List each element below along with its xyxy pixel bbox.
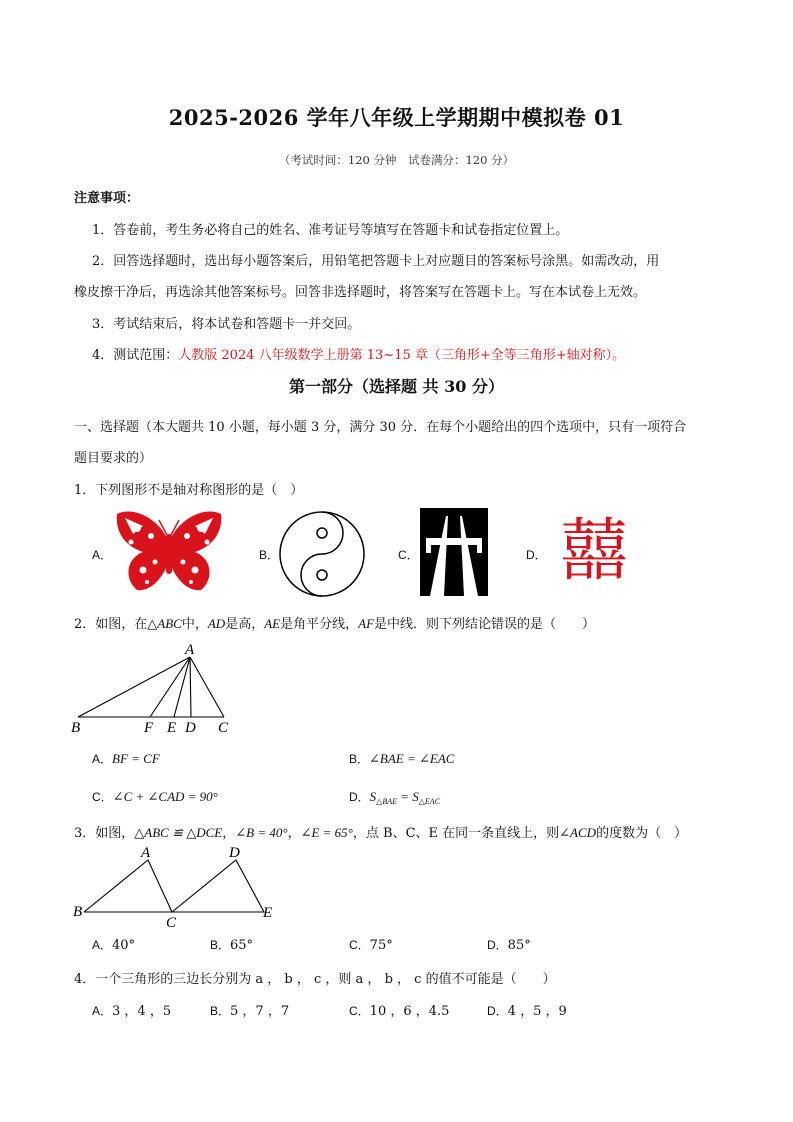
q4-option-b-label: B． (210, 1004, 231, 1018)
q2-label-b: B (71, 720, 81, 736)
q3-angle-acd: ∠ACD (559, 825, 597, 840)
q2-option-d-s1: S (369, 789, 377, 804)
q3-stem-part: ， (222, 826, 236, 841)
q3-label-a: A (141, 845, 151, 861)
q4-option-c-label: C． (349, 1004, 370, 1018)
q2-option-c-text: ∠C + ∠CAD = 90° (112, 789, 218, 804)
q2-segment-ad: AD (207, 616, 226, 631)
q3-option-c-text: 75° (369, 938, 393, 953)
q3-option-d-text: 85° (507, 938, 531, 953)
notice-item-1: 1．答卷前，考生务必将自己的姓名、准考证号等填写在答题卡和试卷指定位置上。 (92, 223, 569, 238)
yin-yang-icon (278, 510, 366, 598)
q3-triangle-dce (172, 860, 264, 912)
q2-option-c-label: C． (92, 790, 113, 804)
part1-title: 第一部分（选择题 共 30 分） (289, 377, 504, 396)
q3-option-d (487, 936, 531, 953)
scope-label: 4．测试范围： (92, 348, 179, 363)
q4-option-d-text: 4 ，5 ，9 (507, 1004, 567, 1019)
q4-stem: 4．一个三角形的三边长分别为 a ， b ， c ，则 a ， b ， c 的值不可能是（ ） (74, 972, 556, 987)
butterfly-papercut-icon (113, 508, 225, 594)
q3-option-b-text: 65° (230, 938, 254, 953)
q3-option-b (210, 936, 253, 953)
q2-option-d-sub1: △BAE (376, 797, 397, 806)
q4-option-b (210, 1000, 289, 1019)
notice-item-4 (92, 344, 625, 363)
q1-option-a-label: A． (92, 548, 113, 562)
q2-option-d-sub2: △EAC (418, 797, 441, 806)
q2-label-d: D (185, 720, 196, 736)
q3-option-c (349, 936, 393, 953)
q1-stem: 1．下列图形不是轴对称图形的是（ ） (74, 483, 304, 498)
q2-option-d-eq: = (396, 789, 413, 804)
q4-option-c (349, 1000, 449, 1019)
q3-label-d: D (229, 845, 240, 861)
q1-option-b-label: B． (259, 548, 280, 562)
q2-label-e: E (167, 720, 177, 736)
part1-instructions-1: 一、选择题（本大题共 10 小题，每小题 3 分，满分 30 分．在每个小题给出的四个选项中，只有一项符合 (74, 420, 687, 435)
q2-stem-part: 中， (181, 617, 208, 632)
q2-stem-part: 是中线．则下列结论错误的是（ ） (374, 617, 596, 632)
q2-option-a-text: BF = CF (112, 751, 160, 766)
q4-option-d (487, 1000, 567, 1019)
q2-option-a-label: A． (92, 752, 113, 766)
q2-option-c (92, 788, 218, 805)
q3-triangle-abc (84, 860, 172, 912)
q2-line-ae (174, 657, 190, 717)
q2-option-d (349, 788, 440, 806)
q2-line-ab (78, 657, 190, 717)
q3-figure (68, 842, 288, 932)
q1-option-d-label: D． (526, 548, 547, 562)
highway-sign-icon (420, 508, 488, 596)
exam-subtitle: （考试时间：120 分钟 试卷满分：120 分） (278, 153, 515, 167)
q3-label-b: B (73, 904, 83, 920)
q3-stem-part: 3．如图， (74, 826, 135, 841)
q2-option-b (349, 750, 454, 767)
q3-option-a-text: 40° (112, 938, 136, 953)
q3-stem-part: ， (287, 826, 301, 841)
q3-option-a (92, 936, 135, 953)
q3-angle-b: ∠B = 40° (235, 825, 288, 840)
q3-label-c: C (166, 915, 177, 931)
exam-title: 2025-2026 学年八年级上学期期中模拟卷 01 (168, 105, 625, 130)
q3-option-d-label: D． (487, 938, 508, 952)
q2-option-d-s2: S (412, 789, 419, 804)
q3-option-a-label: A． (92, 938, 113, 952)
q2-segment-ae: AE (264, 616, 281, 631)
q3-label-e: E (263, 905, 273, 921)
q2-stem-part: 是高， (225, 617, 265, 632)
q2-triangle: △ABC (147, 616, 182, 631)
notice-item-2-cont: 橡皮擦干净后，再选涂其他答案标号。回答非选择题时，将答案写在答题卡上。写在本试卷上无效。 (74, 285, 647, 300)
q2-stem-part: 是角平分线， (280, 617, 359, 632)
q1-option-c-label: C． (398, 548, 419, 562)
q2-label-c: C (218, 720, 229, 736)
q2-line-af (150, 657, 190, 717)
part1-instructions-2: 题目要求的） (74, 451, 153, 466)
q3-option-b-label: B． (210, 938, 231, 952)
q2-label-f: F (144, 720, 154, 736)
notice-heading: 注意事项： (74, 191, 140, 206)
q2-stem-part: 2．如图，在 (74, 617, 148, 632)
q2-segment-af: AF (358, 616, 375, 631)
scope-value: 人教版 2024 八年级数学上册第 13~15 章（三角形+全等三角形+轴对称）。 (178, 348, 626, 363)
q3-stem-part: ，点 B、C、E 在同一条直线上，则 (352, 826, 560, 841)
notice-item-3: 3．考试结束后，将本试卷和答题卡一并交回。 (92, 317, 361, 332)
q3-stem-part: 的度数为（ ） (596, 826, 688, 841)
q4-option-a-text: 3 ，4 ，5 (112, 1004, 172, 1019)
q2-figure (68, 640, 248, 736)
q2-option-a (92, 750, 160, 767)
q4-option-b-text: 5 ，7 ，7 (230, 1004, 290, 1019)
q2-label-a: A (185, 642, 195, 658)
q3-angle-e: ∠E = 65° (300, 825, 353, 840)
q4-option-d-label: D． (487, 1004, 508, 1018)
q2-line-ac (190, 657, 224, 717)
notice-item-2: 2．回答选择题时，选出每小题答案后，用铅笔把答题卡上对应题目的答案标号涂黑。如需改动，用 (92, 254, 660, 269)
q3-congruence: △ABC ≌ △DCE (134, 825, 223, 840)
q2-option-d-label: D． (349, 790, 370, 804)
q4-option-a (92, 1000, 171, 1019)
q4-option-c-text: 10 ，6 ，4.5 (369, 1004, 450, 1019)
q2-line-ad (190, 657, 191, 717)
q3-stem (74, 822, 687, 841)
q4-option-a-label: A． (92, 1004, 113, 1018)
q2-option-b-text: ∠BAE = ∠EAC (369, 751, 455, 766)
q3-option-c-label: C． (349, 938, 370, 952)
q2-option-b-label: B． (349, 752, 370, 766)
q2-stem (74, 613, 595, 632)
double-happiness-icon: 囍 (560, 512, 629, 591)
